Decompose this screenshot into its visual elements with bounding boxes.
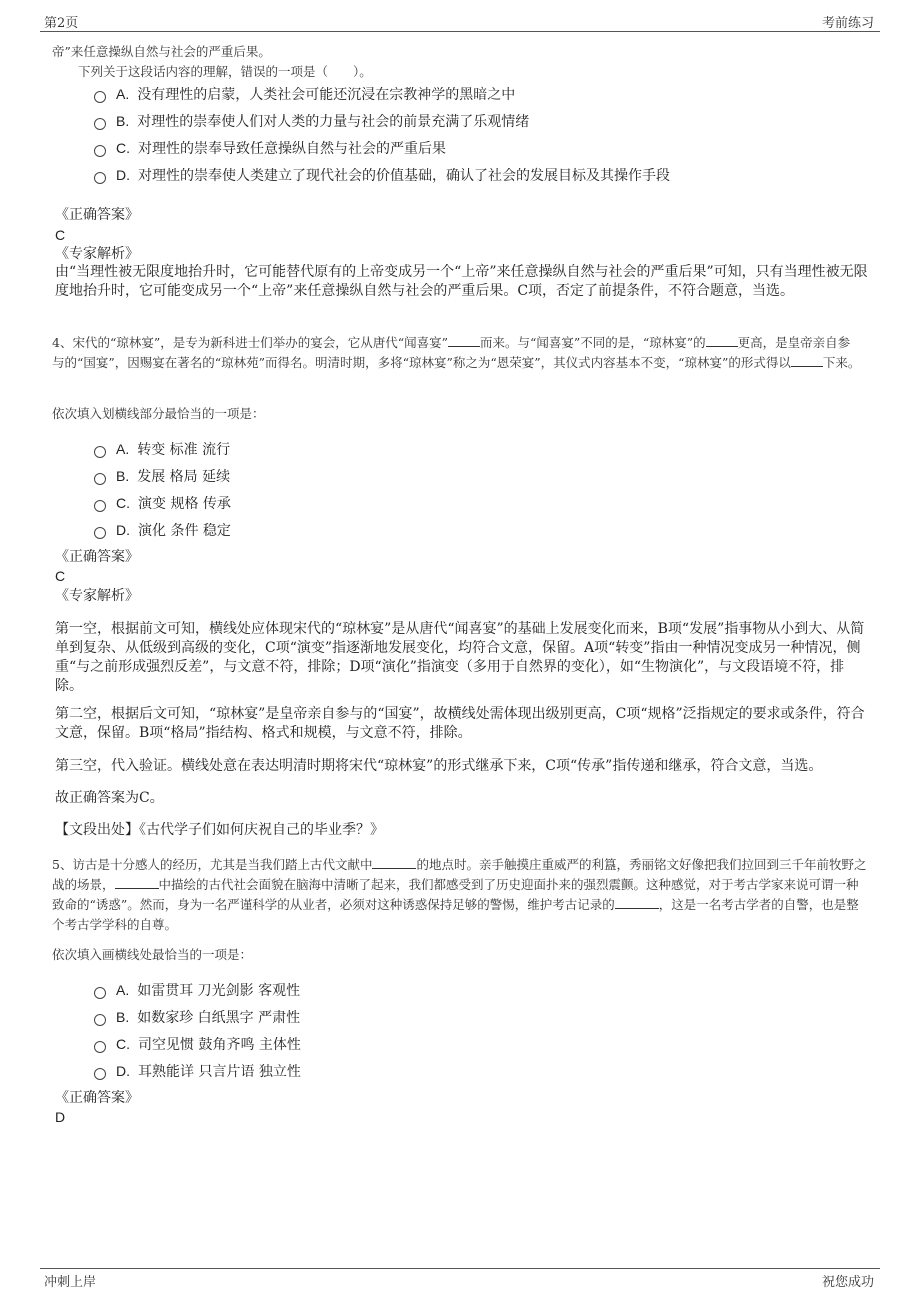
option-letter: D. [116, 167, 130, 183]
q4-stem-part: 4、宋代的“琼林宴”，是专为新科进士们举办的宴会，它从唐代“闻喜宴” [52, 335, 449, 350]
q3-stem-continuation: 帝”来任意操纵自然与社会的严重后果。 [52, 44, 271, 59]
q4-stem-part: 更高，是皇帝亲自参与的“国宴”，因赐宴在著名的“琼林苑”而得名。明清时期，多将“琼林宴”称之为“恩荣宴”，其仪式内容基本不变，“琼林宴”的形式得以 [52, 335, 851, 370]
q3-analysis: 由“当理性被无限度地抬升时，它可能替代原有的上帝变成另一个“上帝”来任意操纵自然与社会的严重后果”可知，只有当理性被无限度地抬升时，它可能变成另一个“上帝”来任意操纵自然与社会的严重后果。C项，否定了前提条件，不符合题意，当选。 [55, 264, 868, 299]
q4-answer-label: 《正确答案》 [55, 549, 139, 565]
q3-option-d[interactable] [94, 165, 670, 185]
option-letter: A. [116, 86, 130, 102]
q5-option-b[interactable] [94, 1007, 300, 1027]
q5-stem-part: 的地点时。亲手触摸庄重威严的利簋，秀丽铭文好像把我们拉回到三千年前牧野之战的场景， [52, 857, 867, 892]
radio-icon[interactable] [94, 172, 106, 184]
q4-analysis-label: 《专家解析》 [55, 588, 139, 604]
option-letter: B. [116, 1009, 130, 1025]
q5-prompt: 依次填入画横线处最恰当的一项是： [52, 947, 253, 962]
radio-icon[interactable] [94, 91, 106, 103]
blank-line [791, 354, 823, 367]
q5-stem-part: 中描绘的古代社会面貌在脑海中清晰了起来，我们都感受到了历史迎面扑来的强烈震颤。这种感觉，对于考古学家来说可谓一种致命的“诱惑”。然而，身为一名严谨科学的从业者，必须对这种诱惑保持足够的警惕，维护考古记录的 [52, 877, 859, 912]
q4-option-a[interactable] [94, 439, 230, 459]
header-title: 考前练习 [821, 16, 874, 31]
option-letter: B. [116, 113, 130, 129]
q5-option-a[interactable] [94, 980, 300, 1000]
radio-icon[interactable] [94, 473, 106, 485]
q4-analysis-paragraph: 第三空，代入验证。横线处意在表达明清时期将宋代“琼林宴”的形式继承下来，C项“传承”指传递和继承，符合文意，当选。 [55, 758, 823, 774]
q4-option-b[interactable] [94, 466, 230, 486]
q5-stem-part: ，这是一名考古学者的自警，也是整个考古学学科的自尊。 [52, 897, 859, 932]
blank-line [372, 856, 416, 869]
option-text: 演化 条件 稳定 [138, 523, 231, 539]
option-letter: C. [116, 1036, 130, 1052]
option-text: 司空见惯 鼓角齐鸣 主体性 [138, 1037, 301, 1053]
q4-answer: C [55, 568, 66, 584]
header-divider [40, 31, 880, 32]
option-text: 对理性的崇奉使人类建立了现代社会的价值基础，确认了社会的发展目标及其操作手段 [138, 168, 670, 184]
option-text: 转变 标准 流行 [137, 442, 231, 458]
radio-icon[interactable] [94, 1014, 106, 1026]
footer-divider [40, 1268, 880, 1269]
q4-prompt: 依次填入划横线部分最恰当的一项是： [52, 406, 265, 421]
option-text: 没有理性的启蒙，人类社会可能还沉浸在宗教神学的黑暗之中 [137, 87, 516, 103]
option-text: 如数家珍 白纸黑字 严肃性 [137, 1010, 301, 1026]
q4-stem [52, 333, 862, 373]
option-letter: C. [116, 495, 130, 511]
option-text: 发展 格局 延续 [137, 469, 231, 485]
option-text: 对理性的崇奉使人们对人类的力量与社会的前景充满了乐观情绪 [137, 114, 530, 130]
q5-stem-part: 5、访古是十分感人的经历，尤其是当我们踏上古代文献中 [52, 857, 373, 872]
q4-stem-part: 而来。与“闻喜宴”不同的是，“琼林宴”的 [480, 335, 706, 350]
q3-prompt: 下列关于这段话内容的理解，错误的一项是（ ）。 [78, 64, 372, 79]
blank-line [615, 896, 659, 909]
q3-option-b[interactable] [94, 111, 529, 131]
q5-answer: D [55, 1109, 66, 1125]
blank-line [115, 876, 159, 889]
footer-left-text: 冲刺上岸 [44, 1275, 97, 1290]
radio-icon[interactable] [94, 145, 106, 157]
option-letter: C. [116, 140, 130, 156]
radio-icon[interactable] [94, 446, 106, 458]
q3-answer: C [55, 227, 66, 243]
option-letter: A. [116, 441, 130, 457]
q3-option-c[interactable] [94, 138, 446, 158]
blank-line [448, 334, 480, 347]
q5-answer-label: 《正确答案》 [55, 1090, 139, 1106]
radio-icon[interactable] [94, 1041, 106, 1053]
option-letter: D. [116, 522, 130, 538]
option-letter: D. [116, 1063, 130, 1079]
q3-analysis-label: 《专家解析》 [55, 246, 139, 262]
option-text: 耳熟能详 只言片语 独立性 [138, 1064, 301, 1080]
q4-analysis-paragraph: 第二空，根据后文可知，“琼林宴”是皇帝亲自参与的“国宴”，故横线处需体现出级别更高，C项“规格”泛指规定的要求或条件，符合文意，保留。B项“格局”指结构、格式和规模，与文意不符，排除。 [55, 706, 865, 741]
q4-source: 【文段出处】《古代学子们如何庆祝自己的毕业季？》 [55, 822, 384, 838]
radio-icon[interactable] [94, 987, 106, 999]
radio-icon[interactable] [94, 118, 106, 130]
q5-option-c[interactable] [94, 1034, 301, 1054]
q4-analysis-paragraph: 第一空，根据前文可知，横线处应体现宋代的“琼林宴”是从唐代“闻喜宴”的基础上发展变化而来，B项“发展”指事物从小到大、从简单到复杂、从低级到高级的变化，C项“演变”指逐渐地发展变化，均符合文意，保留。A项“转变”指由一种情况变成另一种情况，侧重“与之前形成强烈反差”，与文意不符，排除；D项“演化”指演变（多用于自然界的变化），如“生物演化”，与文段语境不符，排除。 [55, 621, 865, 694]
radio-icon[interactable] [94, 527, 106, 539]
page-number: 第2页 [44, 16, 79, 31]
option-letter: B. [116, 468, 130, 484]
q3-option-a[interactable] [94, 84, 515, 104]
option-letter: A. [116, 982, 130, 998]
q4-stem-part: 下来。 [822, 355, 861, 370]
option-text: 对理性的崇奉导致任意操纵自然与社会的严重后果 [138, 141, 446, 157]
q5-option-d[interactable] [94, 1061, 301, 1081]
blank-line [706, 334, 738, 347]
q4-analysis-paragraph: 故正确答案为C。 [55, 790, 164, 806]
q3-answer-label: 《正确答案》 [55, 207, 139, 223]
option-text: 如雷贯耳 刀光剑影 客观性 [137, 983, 301, 999]
option-text: 演变 规格 传承 [138, 496, 231, 512]
radio-icon[interactable] [94, 500, 106, 512]
q5-stem [52, 855, 870, 935]
footer-right-text: 祝您成功 [821, 1275, 874, 1290]
radio-icon[interactable] [94, 1068, 106, 1080]
q4-option-c[interactable] [94, 493, 231, 513]
q4-option-d[interactable] [94, 520, 231, 540]
